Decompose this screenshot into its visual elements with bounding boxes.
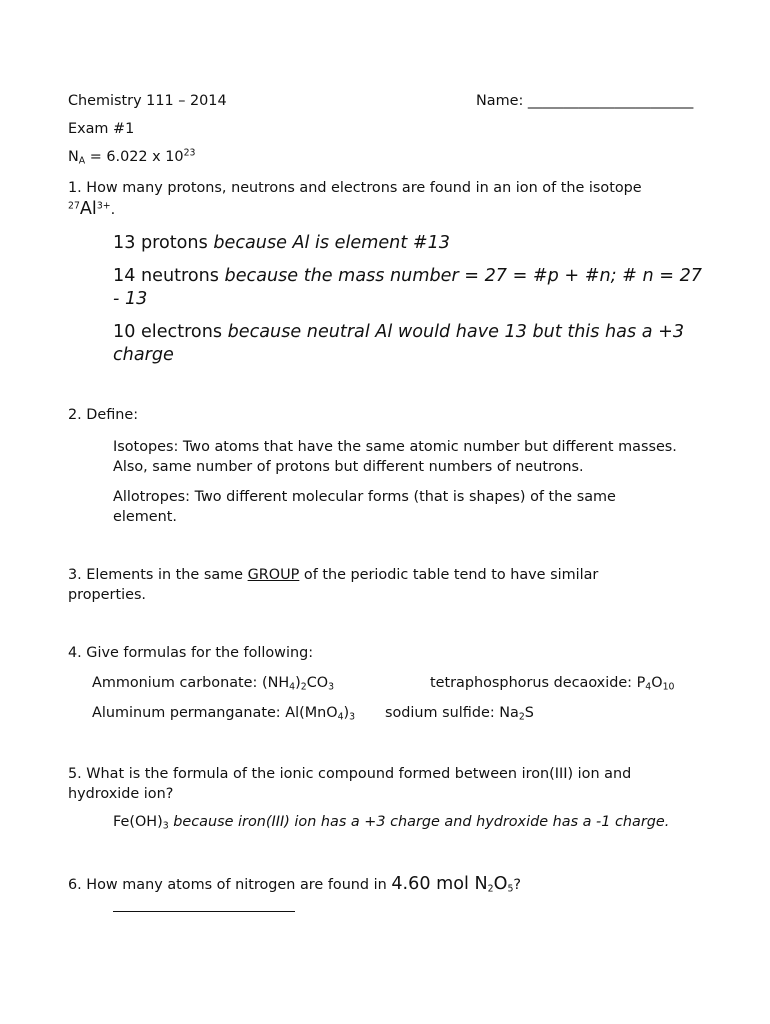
question-1-text: 1. How many protons, neutrons and electrons are found in an ion of the isotope xyxy=(68,180,642,196)
question-3-text: 3. Elements in the same GROUP of the periodic table tend to have similar properties. xyxy=(68,567,599,603)
course-title: Chemistry 111 – 2014 xyxy=(68,93,227,109)
question-2-text: 2. Define: xyxy=(68,407,139,423)
question-5-text: 5. What is the formula of the ionic compound formed between iron(III) ion and hydroxide ion? xyxy=(68,766,632,802)
question-6-text: 6. How many atoms of nitrogen are found in 4.60 mol $N_2O_5$? xyxy=(68,874,522,895)
exam-title: Exam #1 xyxy=(68,121,135,137)
answer-aluminum-permanganate: Aluminum permanganate: $Al(MnO_4)_3$ xyxy=(92,705,356,723)
answer-blank-line xyxy=(113,911,295,912)
question-1-isotope: $^{27}Al^{3+}$. xyxy=(68,199,116,219)
avogadro-constant: $N_A = 6.022$ x $10^{23}$ xyxy=(68,147,196,167)
question-4-text: 4. Give formulas for the following: xyxy=(68,645,314,661)
answer-ammonium-carbonate: Ammonium carbonate: $(NH_4)_2CO_3$ xyxy=(92,675,335,693)
answer-neutrons: 14 neutrons because the mass number = 27 = #p + #n; # n = 27 - 13 xyxy=(113,266,702,309)
answer-electrons: 10 electrons because neutral Al would have 13 but this has a +3 charge xyxy=(113,322,685,365)
answer-allotropes: Allotropes: Two different molecular forms (that is shapes) of the same element. xyxy=(113,489,616,525)
name-field-label: Name: _______________________ xyxy=(476,93,694,109)
answer-tetraphosphorus-decaoxide: tetraphosphorus decaoxide: $P_4O_{10}$ xyxy=(430,675,675,693)
answer-protons: 13 protons because Al is element #13 xyxy=(113,233,450,253)
answer-isotopes: Isotopes: Two atoms that have the same atomic number but different masses. Also, same number of protons but different numbers of neutrons. xyxy=(113,439,677,475)
answer-iron-hydroxide: $Fe(OH)_3$ because iron(III) ion has a +3 charge and hydroxide has a -1 charge. xyxy=(113,814,670,832)
answer-sodium-sulfide: sodium sulfide: $Na_2S$ xyxy=(385,705,534,723)
